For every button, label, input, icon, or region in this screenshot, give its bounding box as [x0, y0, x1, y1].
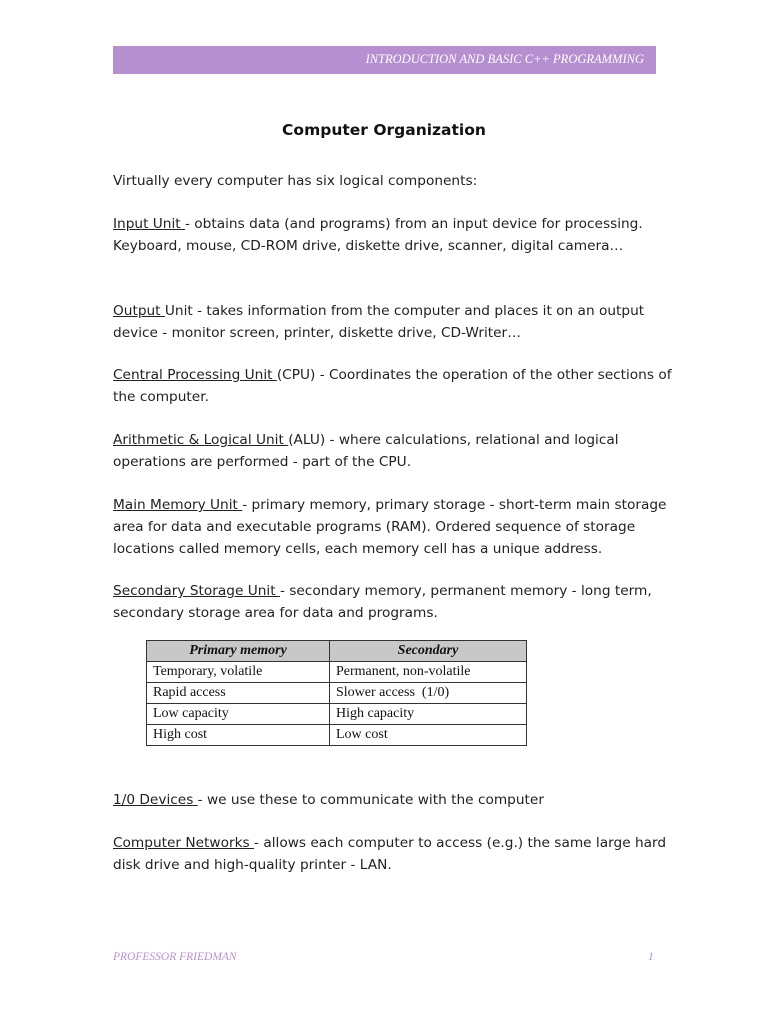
- cpu-term: Central Processing Unit: [113, 367, 277, 383]
- io-devices-paragraph: [113, 789, 673, 811]
- table-cell: Slower access (1/0): [330, 683, 527, 704]
- networks-paragraph: [113, 832, 673, 876]
- main-memory-term: Main Memory Unit: [113, 497, 243, 513]
- cpu-text: (CPU) - Coordinates the operation of the other sections of the computer.: [113, 367, 672, 405]
- table-header-cell: Secondary: [330, 641, 527, 662]
- main-memory-text: - primary memory, primary storage - short-term main storage area for data and executable programs (RAM). Ordered sequence of storage locations called memory cells, each memory cell has a unique address.: [113, 497, 667, 557]
- page-title: Computer Organization: [282, 121, 486, 139]
- networks-term: Computer Networks: [113, 835, 255, 851]
- cpu-paragraph: [113, 364, 673, 408]
- table-row: [147, 662, 527, 683]
- table-row: [147, 683, 527, 704]
- input-unit-term: Input Unit: [113, 216, 186, 232]
- table-row: [147, 725, 527, 746]
- table-cell: Permanent, non-volatile: [330, 662, 527, 683]
- networks-text: - allows each computer to access (e.g.) the same large hard disk drive and high-quality printer - LAN.: [113, 835, 667, 873]
- table-header-row: [147, 641, 527, 662]
- table-cell: Low cost: [330, 725, 527, 746]
- io-devices-term: 1/0 Devices: [113, 792, 198, 808]
- memory-comparison-table: [146, 640, 527, 746]
- alu-text: (ALU) - where calculations, relational and logical operations are performed - part of the CPU.: [113, 432, 619, 470]
- secondary-storage-text: - secondary memory, permanent memory - long term, secondary storage area for data and programs.: [113, 583, 652, 621]
- main-memory-paragraph: [113, 494, 678, 560]
- table-cell: Rapid access: [147, 683, 330, 704]
- header-bar: [113, 46, 656, 74]
- table-cell: Low capacity: [147, 704, 330, 725]
- output-unit-text: Unit - takes information from the computer and places it on an output device - monitor screen, printer, diskette drive, CD-Writer…: [113, 303, 645, 341]
- header-title: INTRODUCTION AND BASIC C++ PROGRAMMING: [365, 52, 644, 66]
- alu-term: Arithmetic & Logical Unit: [113, 432, 289, 448]
- secondary-storage-term: Secondary Storage Unit: [113, 583, 280, 599]
- footer-author: PROFESSOR FRIEDMAN: [113, 951, 237, 963]
- footer-page-number: 1: [648, 951, 654, 963]
- input-unit-text: - obtains data (and programs) from an input device for processing. Keyboard, mouse, CD-ROM drive, diskette drive, scanner, digital camera…: [113, 216, 643, 254]
- table-cell: High capacity: [330, 704, 527, 725]
- input-unit-paragraph: [113, 213, 673, 257]
- io-devices-text: - we use these to communicate with the computer: [197, 792, 544, 808]
- table-row: [147, 704, 527, 725]
- alu-paragraph: [113, 429, 673, 473]
- output-unit-term: Output: [113, 303, 165, 319]
- table-cell: Temporary, volatile: [147, 662, 330, 683]
- table-cell: High cost: [147, 725, 330, 746]
- table-header-cell: Primary memory: [147, 641, 330, 662]
- secondary-storage-paragraph: [113, 580, 673, 624]
- output-unit-paragraph: [113, 300, 673, 344]
- intro-paragraph: Virtually every computer has six logical components:: [113, 173, 478, 189]
